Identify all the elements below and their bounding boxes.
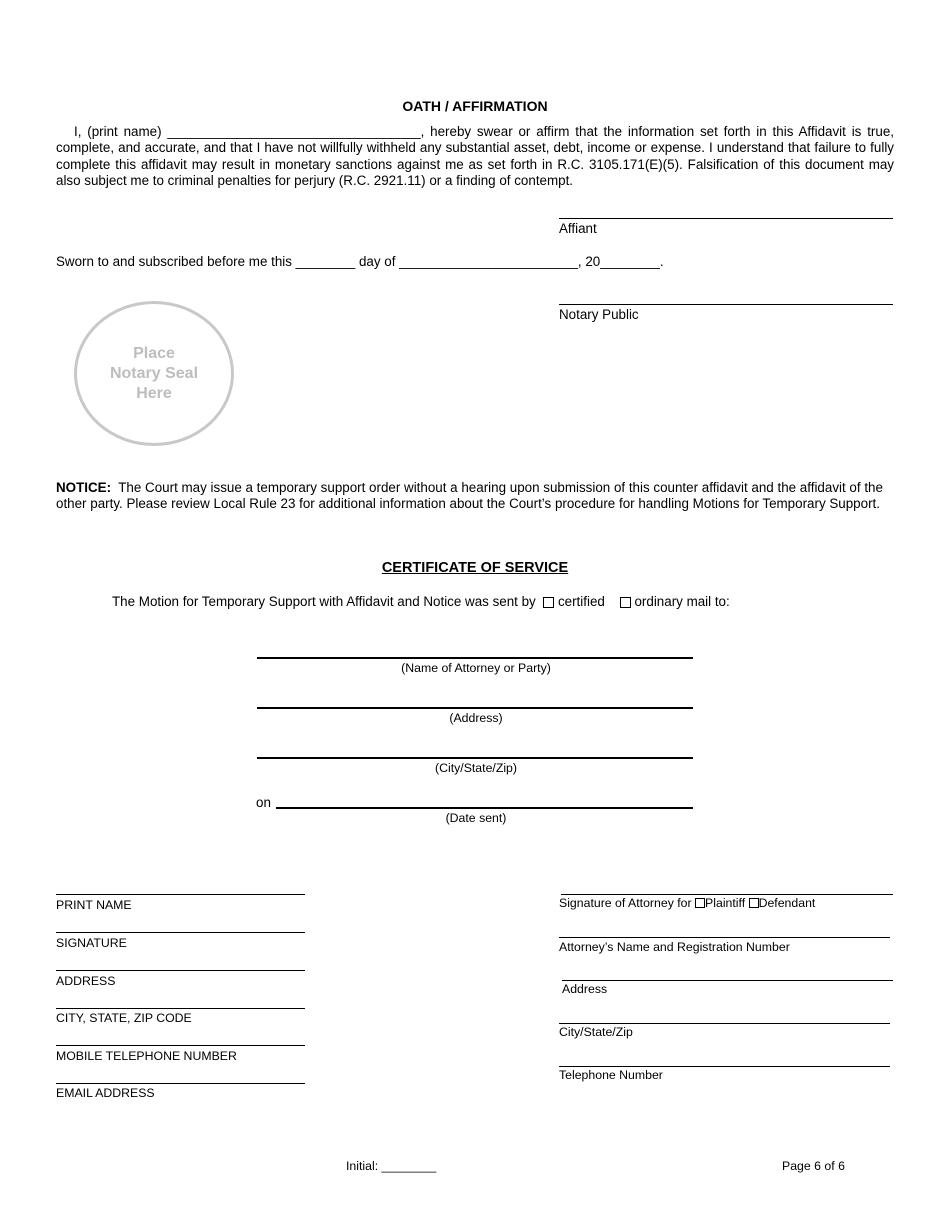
attorney-signature-row: [559, 896, 815, 910]
address-line[interactable]: [56, 970, 305, 971]
recipient-city-line[interactable]: [257, 757, 693, 759]
attorney-signature-line[interactable]: [561, 894, 893, 895]
attorney-address-line[interactable]: [562, 980, 893, 981]
defendant-label: Defendant: [758, 896, 816, 910]
signature-line[interactable]: [56, 932, 305, 933]
attorney-city-line[interactable]: [559, 1023, 890, 1024]
print-name-label: PRINT NAME: [56, 898, 132, 912]
sworn-text: Sworn to and subscribed before me this ________ day of ________________________, 20________.: [56, 254, 664, 269]
notary-label: Notary Public: [559, 307, 639, 322]
notice-text: The Court may issue a temporary support order without a hearing upon submission of this counter affidavit and the affidavit of the other party. Please review Local Rule 23 for additional information about the Court’s procedure for handling Motions for Temporary Support.: [56, 480, 883, 512]
ordinary-mail-label: ordinary mail to:: [634, 594, 730, 609]
date-sent-caption: (Date sent): [445, 811, 507, 825]
attorney-city-label: City/State/Zip: [559, 1025, 633, 1039]
recipient-city-caption: (City/State/Zip): [435, 761, 517, 775]
notice-paragraph: [56, 480, 886, 513]
initial-field: Initial: ________: [346, 1159, 437, 1173]
date-sent-line[interactable]: [276, 807, 693, 809]
attorney-signature-label: Signature of Attorney for: [559, 896, 692, 910]
notary-seal-placeholder: [74, 301, 234, 446]
address-label: ADDRESS: [56, 974, 116, 988]
page-number: Page 6 of 6: [782, 1159, 845, 1173]
attorney-address-label: Address: [562, 982, 608, 996]
seal-line-3: Here: [136, 384, 172, 402]
attorney-phone-label: Telephone Number: [559, 1068, 663, 1082]
recipient-address-line[interactable]: [257, 707, 693, 709]
notary-signature-line[interactable]: [559, 304, 893, 305]
affiant-label: Affiant: [559, 221, 597, 236]
certified-label: certified: [557, 594, 605, 609]
recipient-name-caption: (Name of Attorney or Party): [401, 661, 551, 675]
oath-body: I, (print name) __________________________________, hereby swear or affirm that the information set forth in this Affidavit is true, complete, and accurate, and that I have not willfully withheld any substantial asset, debt, income or expense. I understand that failure to fully complete this affidavit may result in monetary sanctions against me as set forth in R.C. 3105.171(E)(5). Falsification of this document may also subject me to criminal penalties for perjury (R.C. 2921.11) or a finding of contempt.: [56, 124, 894, 189]
recipient-name-line[interactable]: [257, 657, 693, 659]
print-name-line[interactable]: [56, 894, 305, 895]
city-state-zip-label: CITY, STATE, ZIP CODE: [56, 1011, 192, 1025]
signature-label: SIGNATURE: [56, 936, 127, 950]
oath-title: OATH / AFFIRMATION: [402, 98, 548, 114]
attorney-name-line[interactable]: [559, 937, 890, 938]
on-label: on: [256, 795, 271, 810]
email-label: EMAIL ADDRESS: [56, 1086, 155, 1100]
mobile-phone-label: MOBILE TELEPHONE NUMBER: [56, 1049, 237, 1063]
plaintiff-label: Plaintiff: [705, 896, 746, 910]
plaintiff-checkbox[interactable]: [695, 898, 705, 908]
sent-text: The Motion for Temporary Support with Affidavit and Notice was sent by: [112, 594, 536, 609]
certificate-title: CERTIFICATE OF SERVICE: [381, 560, 569, 576]
recipient-address-caption: (Address): [449, 711, 503, 725]
seal-line-1: Place: [133, 344, 175, 362]
defendant-checkbox[interactable]: [749, 898, 759, 908]
seal-line-2: Notary Seal: [109, 364, 199, 382]
city-state-zip-line[interactable]: [56, 1008, 305, 1009]
attorney-name-label: Attorney’s Name and Registration Number: [559, 940, 790, 954]
notice-label: NOTICE:: [56, 480, 112, 495]
ordinary-mail-checkbox[interactable]: [620, 597, 631, 608]
email-line[interactable]: [56, 1083, 305, 1084]
service-method-line: [112, 594, 730, 609]
certified-checkbox[interactable]: [543, 597, 554, 608]
attorney-phone-line[interactable]: [559, 1066, 890, 1067]
affiant-signature-line[interactable]: [559, 218, 893, 219]
mobile-phone-line[interactable]: [56, 1045, 305, 1046]
